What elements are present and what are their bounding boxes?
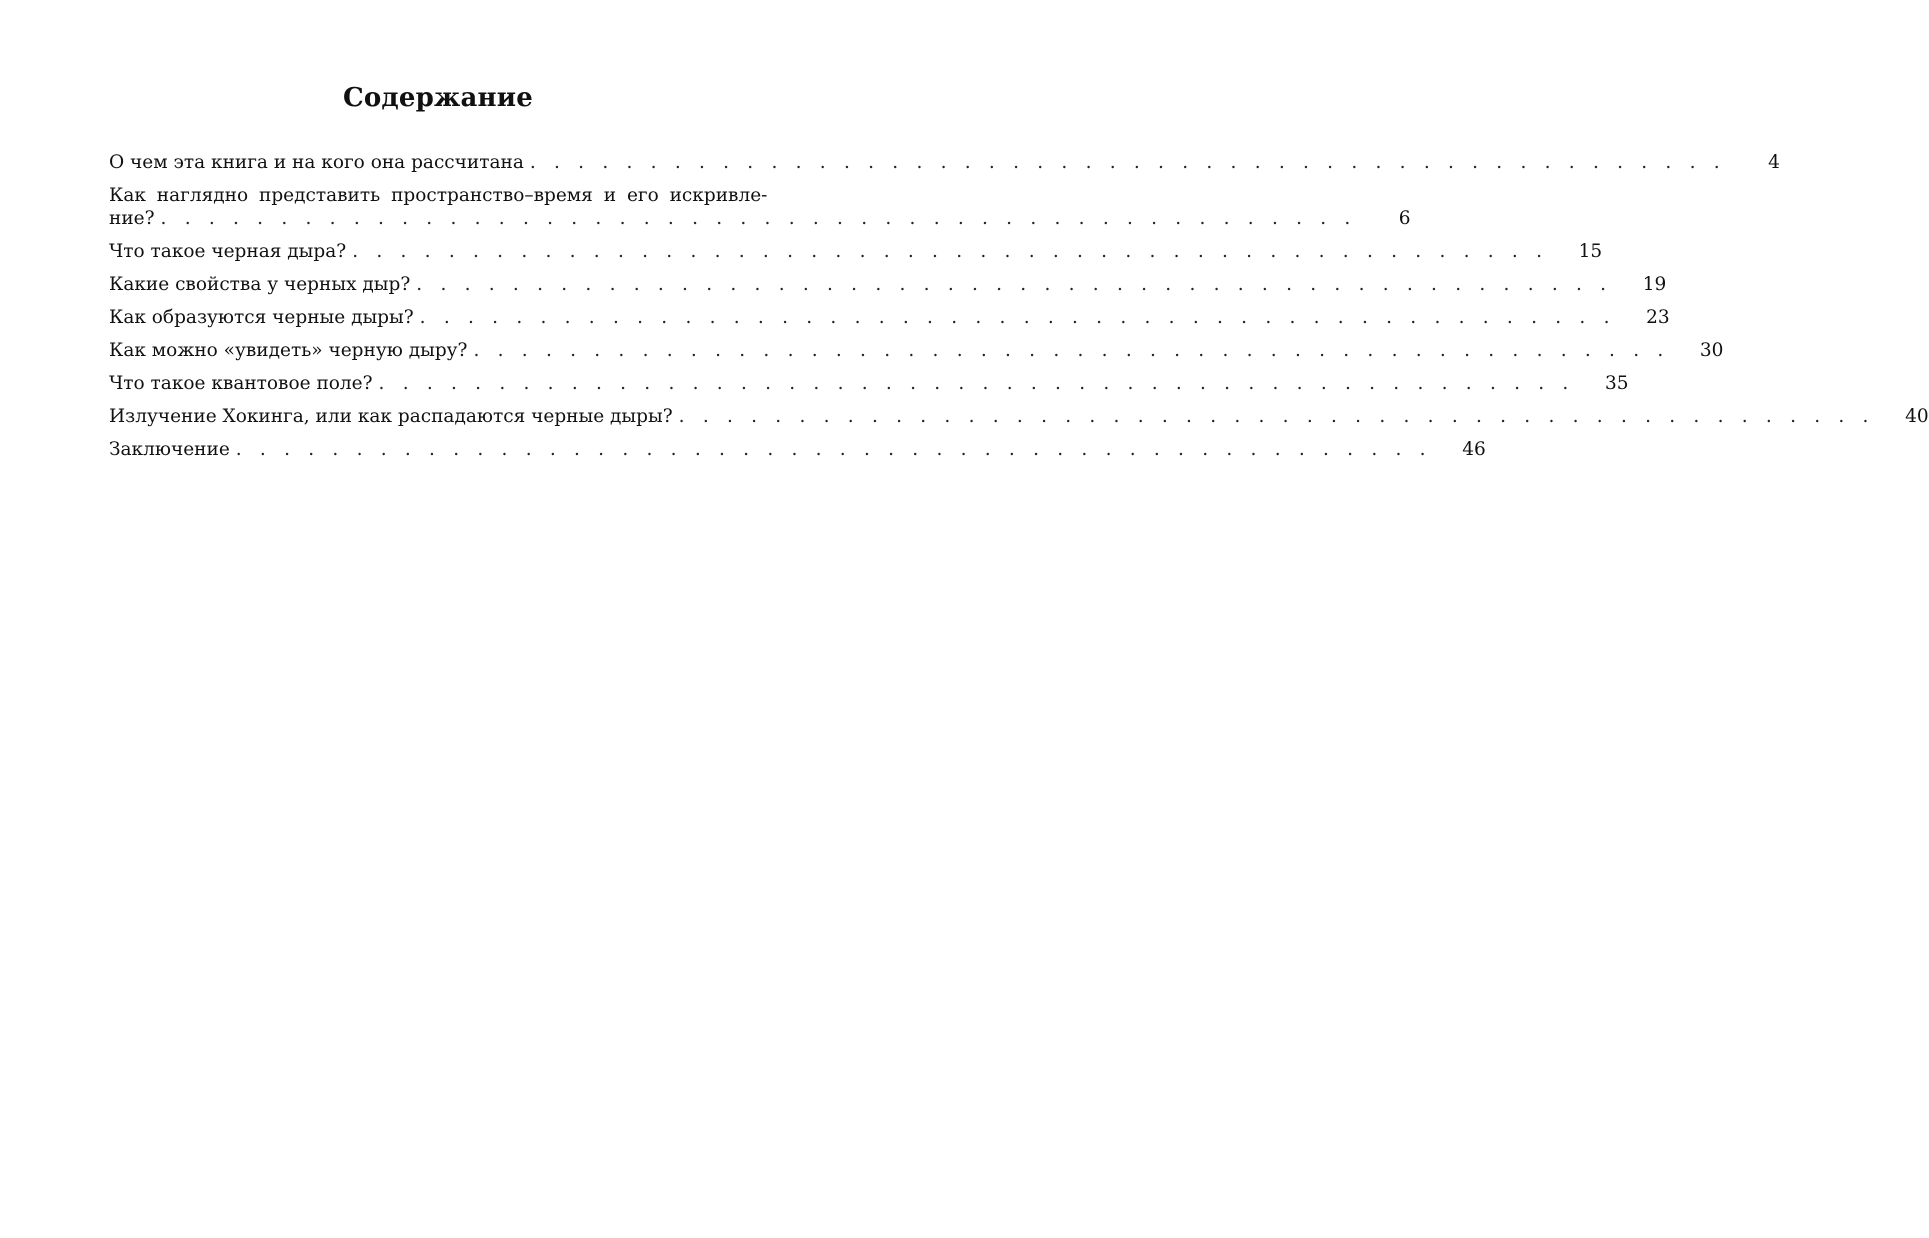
toc-entry-page: 15: [1578, 241, 1603, 262]
toc-leader-dots: . . . . . . . . . . . . . . . . . . . . . . . . . . . . . . . . . . . . . . . . . . . . . . . . . .: [235, 439, 1432, 460]
toc-entry-page: 46: [1462, 439, 1486, 460]
toc-entry[interactable]: [109, 306, 1670, 329]
toc-leader-dots: . . . . . . . . . . . . . . . . . . . . . . . . . . . . . . . . . . . . . . . . . . . . . . . . . .: [529, 152, 1726, 173]
toc-entry-page: 30: [1699, 340, 1724, 361]
toc-entry[interactable]: [109, 273, 1667, 296]
toc-entry[interactable]: [109, 240, 1603, 263]
toc-entry[interactable]: [109, 184, 1411, 230]
toc-entry-title: Что такое квантовое поле?: [109, 373, 373, 394]
toc-entry-page: 23: [1646, 307, 1670, 328]
toc-entry-page: 35: [1604, 373, 1629, 394]
toc-leader-dots: . . . . . . . . . . . . . . . . . . . . . . . . . . . . . . . . . . . . . . . . . . . . . . . . . .: [419, 307, 1616, 328]
toc-leader-dots: . . . . . . . . . . . . . . . . . . . . . . . . . . . . . . . . . . . . . . . . . . . . . . . . . .: [160, 208, 1357, 229]
toc-leader-dots: . . . . . . . . . . . . . . . . . . . . . . . . . . . . . . . . . . . . . . . . . . . . . . . . . .: [473, 340, 1670, 361]
toc-entry-title: Как можно «увидеть» черную дыру?: [109, 340, 468, 361]
toc-leader-dots: . . . . . . . . . . . . . . . . . . . . . . . . . . . . . . . . . . . . . . . . . . . . . . . . . .: [378, 373, 1575, 394]
toc-entry-page: 40: [1905, 406, 1929, 427]
toc-entry-title: Заключение: [109, 439, 230, 460]
toc-entry-title: Излучение Хокинга, или как распадаются черные дыры?: [109, 406, 673, 427]
page-title: Содержание: [342, 83, 534, 113]
toc-entry-title: Как образуются черные дыры?: [109, 307, 414, 328]
toc-entry-title: Какие свойства у черных дыр?: [109, 274, 411, 295]
toc-leader-dots: . . . . . . . . . . . . . . . . . . . . . . . . . . . . . . . . . . . . . . . . . . . . . . . . . .: [416, 274, 1613, 295]
toc-entry-title: О чем эта книга и на кого она рассчитана: [109, 152, 524, 173]
toc-entry[interactable]: [109, 151, 1780, 174]
toc-entry-page: 19: [1642, 274, 1667, 295]
toc-entry[interactable]: [109, 438, 1486, 461]
toc-leader-dots: . . . . . . . . . . . . . . . . . . . . . . . . . . . . . . . . . . . . . . . . . . . . . . . . . .: [678, 406, 1875, 427]
toc-entry[interactable]: [109, 339, 1724, 362]
toc-entry[interactable]: [109, 405, 1929, 428]
toc-entry[interactable]: [109, 372, 1629, 395]
toc-entry-page: 4: [1768, 152, 1780, 173]
toc-entry-title-line1: Как наглядно представить пространство–время и его искривле-: [109, 185, 768, 206]
toc-entry-title: Что такое черная дыра?: [109, 241, 347, 262]
toc-entry-page: 6: [1398, 208, 1411, 229]
table-of-contents: [109, 151, 1929, 471]
toc-entry-title-line2: ние?: [109, 208, 155, 229]
toc-leader-dots: . . . . . . . . . . . . . . . . . . . . . . . . . . . . . . . . . . . . . . . . . . . . . . . . . .: [352, 241, 1549, 262]
